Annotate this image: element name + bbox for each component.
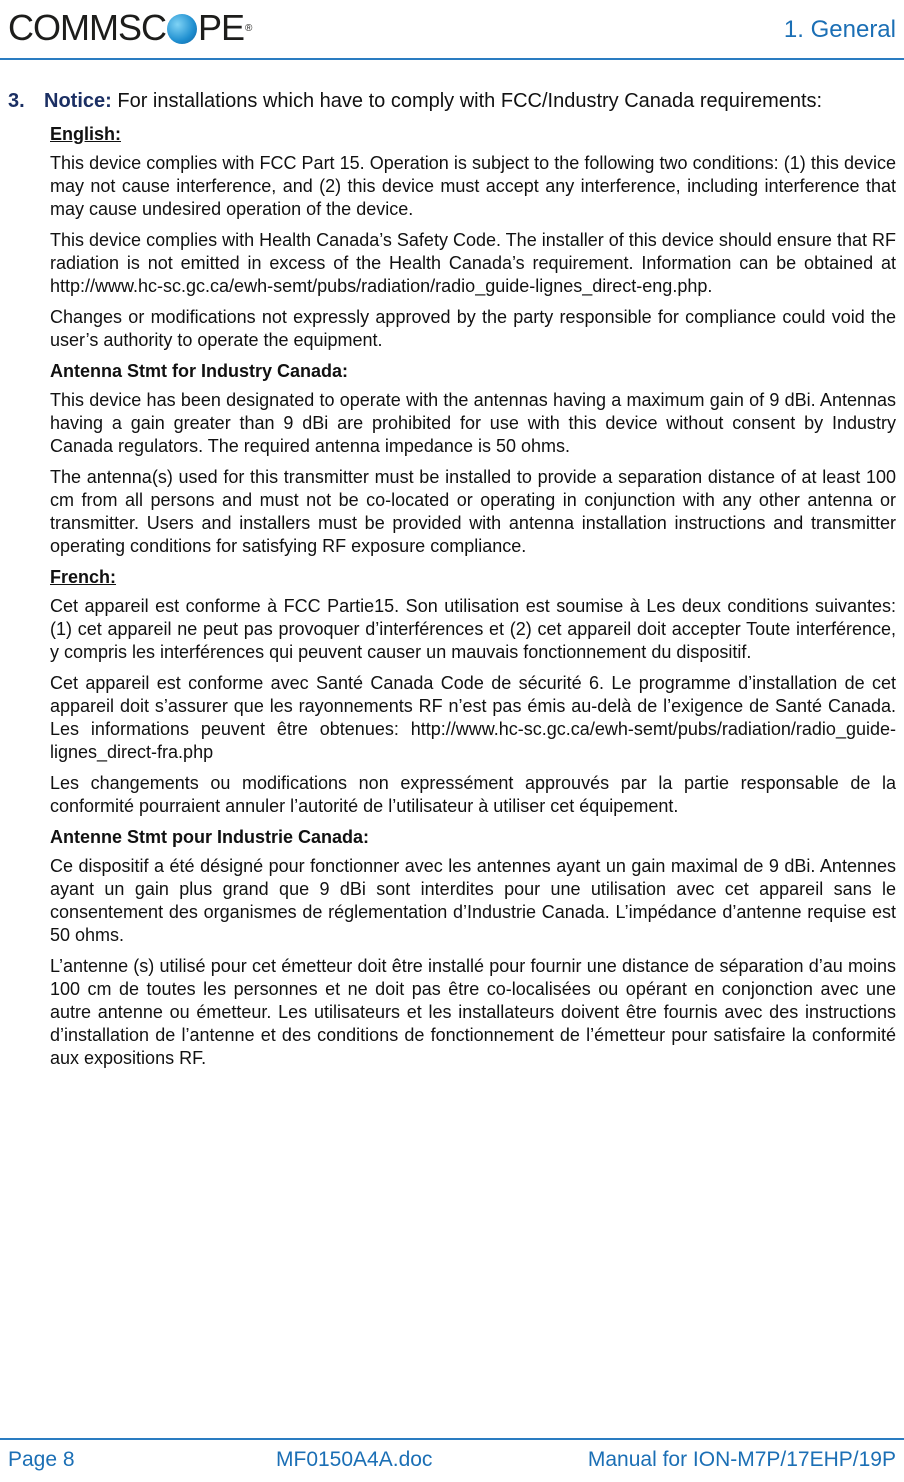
french-paragraph-3: Les changements ou modifications non expressément approuvés par la partie responsable de la conformité pourraient annuler l’autorité de l’utilisateur à utiliser cet équipement. [50,773,896,816]
english-heading: English: [50,124,121,144]
footer-divider [0,1438,904,1440]
page-header [0,0,904,58]
english-antenna-heading: Antenna Stmt for Industry Canada: [50,361,349,381]
english-paragraph-2: This device complies with Health Canada’s Safety Code. The installer of this device should ensure that RF radiation is not emitted in excess of the Health Canada’s requirement. Information can be obtained at http://www.hc-sc.gc.ca/ewh-semt/pubs/radiation/radio_guide-lignes_direct-eng.php. [50,230,896,296]
notice-text-wrap [44,88,822,115]
french-paragraph-2: Cet appareil est conforme avec Santé Canada Code de sécurité 6. Le programme d’installation de cet appareil doit s’assurer que les rayonnements RF n’est pas émis au-delà de l’exigence de Santé Canada. Les informations peuvent être obtenues: http://www.hc-sc.gc.ca/ewh-semt/pubs/radiation/radio_guide-lignes_direct-fra.php [50,673,896,762]
logo-text-left: COMMSC [8,7,166,48]
logo-globe-icon [167,14,197,44]
header-divider [0,58,904,60]
french-heading: French: [50,567,117,587]
commscope-logo [8,7,252,48]
footer-doc-name: MF0150A4A.doc [276,1448,433,1471]
french-paragraph-5: L’antenne (s) utilisé pour cet émetteur doit être installé pour fournir une distance de séparation d’au moins 100 cm de toutes les personnes et ne doit pas être co-localisées ou opérant en conjonction avec une autre antenne ou émetteur. Les utilisateurs et les installateurs doivent être fournis avec des instructions d’installation de l’antenne et des conditions de fonctionnement de l’émetteur pour satisfaire la conformité aux expositions RF. [50,956,896,1068]
french-antenna-heading: Antenne Stmt pour Industrie Canada: [50,827,370,847]
notice-label: Notice: [44,90,112,112]
english-paragraph-4: This device has been designated to operate with the antennas having a maximum gain of 9 dBi. Antennas having a gain greater than 9 dBi are prohibited for use with this device without consent by Industry Canada regulators. The required antenna impedance is 50 ohms. [50,390,896,456]
french-paragraph-4: Ce dispositif a été désigné pour fonctionner avec les antennes ayant un gain maximal de 9 dBi. Antennes ayant un gain plus grand que 9 dBi sont interdites pour une utilisation avec cet appareil sans le consentement des organismes de réglementation d’Industrie Canada. L’impédance d’antenne requise est 50 ohms. [50,856,896,945]
english-paragraph-3: Changes or modifications not expressly approved by the party responsible for compliance could void the user’s authority to operate the equipment. [50,307,896,350]
english-paragraph-5: The antenna(s) used for this transmitter must be installed to provide a separation distance of at least 100 cm from all persons and must not be co-located or operating in conjunction with any other antenna or transmitter. Users and installers must be provided with antenna installation instructions and transmitter operating conditions for satisfying RF exposure compliance. [50,467,896,556]
registered-mark: ® [245,22,252,34]
english-paragraph-1: This device complies with FCC Part 15. Operation is subject to the following two conditions: (1) this device may not cause interference, and (2) this device must accept any interference, including interference that may cause undesired operation of the device. [50,153,896,219]
notice-details [50,123,896,1070]
notice-text: For installations which have to comply with FCC/Industry Canada requirements: [117,90,823,112]
footer-page-number: Page 8 [8,1448,75,1471]
document-body [8,88,896,1078]
notice-item [8,88,896,115]
french-paragraph-1: Cet appareil est conforme à FCC Partie15. Son utilisation est soumise à Les deux conditions suivantes: (1) cet appareil ne peut pas provoquer d’interférences et (2) cet appareil doit accepter Toute interférence, y compris les interférences qui peuvent causer un mauvais fonctionnement du dispositif. [50,596,896,662]
footer-manual-title: Manual for ION-M7P/17EHP/19P [587,1448,896,1471]
section-title: 1. General [783,16,896,43]
logo-text-right: PE [198,7,245,48]
notice-number: 3. [8,90,25,112]
